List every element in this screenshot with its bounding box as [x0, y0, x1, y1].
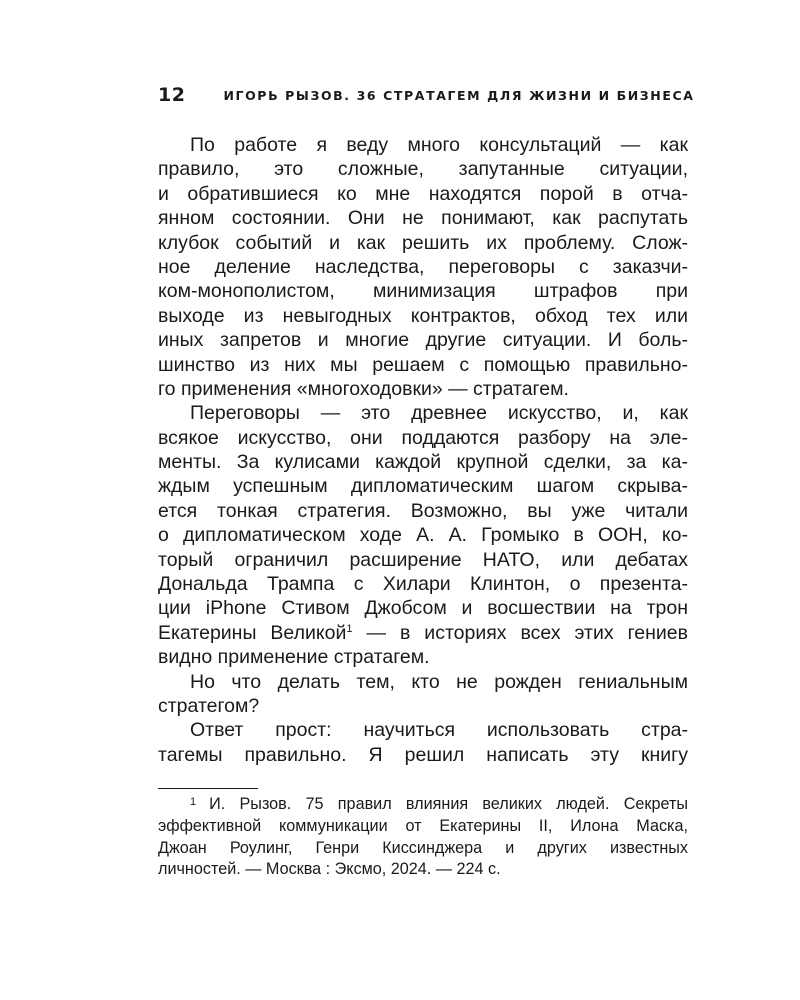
footnote-line: Джоан Роулинг, Генри Киссинджера и других известных	[158, 838, 688, 857]
text-line: правило, это сложные, запутанные ситуации,	[158, 158, 688, 181]
text-line: шинство из них мы решаем с помощью правильно-	[158, 353, 688, 376]
footnote-divider	[158, 788, 258, 789]
text-line: ное деление наследства, переговоры с заказчи-	[158, 255, 688, 278]
text-line: Ответ прост: научиться использовать стра-	[190, 719, 688, 742]
text-line: ции iPhone Стивом Джобсом и восшествии на трон	[158, 597, 688, 620]
text-fragment: — в историях всех этих гениев	[352, 621, 688, 644]
text-line: и обратившиеся ко мне находятся порой в отча-	[158, 182, 688, 205]
text-line: По работе я веду много консультаций — как	[190, 134, 688, 156]
text-line: менты. За кулисами каждой крупной сделки, за ка-	[158, 451, 688, 474]
text-line: о дипломатическом ходе А. А. Громыко в ООН, ко-	[158, 524, 688, 547]
footnote-line	[158, 794, 688, 816]
footnote-reference: 1	[346, 622, 353, 635]
text-line: выходе из невыгодных контрактов, обход тех или	[158, 304, 688, 327]
text-line: ждым успешным дипломатическим шагом скрыва-	[158, 475, 688, 498]
text-line: иных запретов и многие другие ситуации. И боль-	[158, 329, 688, 352]
text-line: янном состоянии. Они не понимают, как распутать	[158, 207, 688, 230]
footnote-text: И. Рызов. 75 правил влияния великих людей. Секреты	[209, 795, 688, 813]
text-line: тагемы правильно. Я решил написать эту книгу	[158, 743, 688, 766]
main-text	[158, 133, 688, 767]
page-number: 12	[158, 84, 186, 106]
footnote-line: эффективной коммуникации от Екатерины II, Илона Маска,	[158, 816, 688, 835]
text-line: торый ограничил расширение НАТО, или дебатах	[158, 548, 688, 571]
text-line: клубок событий и как решить их проблему. Слож-	[158, 231, 688, 254]
text-line: Но что делать тем, кто не рожден гениальным	[190, 670, 688, 693]
running-title: ИГОРЬ РЫЗОВ. 36 СТРАТАГЕМ ДЛЯ ЖИЗНИ И БИЗНЕСА	[223, 87, 695, 103]
text-line: Переговоры — это древнее искусство, и, как	[190, 402, 688, 425]
text-line: Дональда Трампа с Хилари Клинтон, о презента-	[158, 573, 688, 596]
text-line: ется тонкая стратегия. Возможно, вы уже читали	[158, 499, 688, 522]
footnote-line: личностей. — Москва : Эксмо, 2024. — 224 с.	[158, 860, 501, 879]
text-line: ком-монополистом, минимизация штрафов при	[158, 280, 688, 303]
text-line: го применения «многоходовки» — стратагем.	[158, 377, 569, 400]
footnote-marker: 1	[190, 796, 197, 808]
text-line	[158, 621, 688, 645]
text-line: видно применение стратагем.	[158, 646, 430, 669]
footnote	[158, 794, 688, 881]
text-line: стратегом?	[158, 694, 260, 717]
text-line: всякое искусство, они поддаются разбору на эле-	[158, 426, 688, 449]
running-header	[158, 83, 698, 107]
text-fragment: Екатерины Великой	[158, 621, 347, 644]
